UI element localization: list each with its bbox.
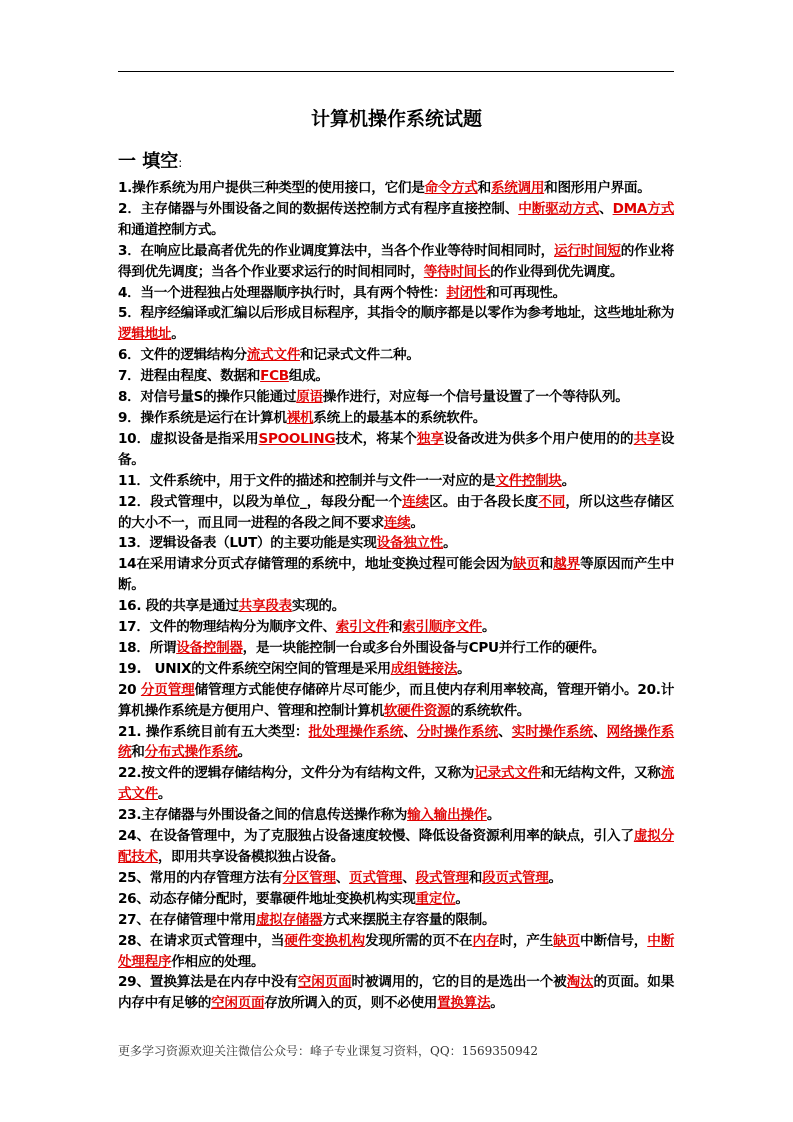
- answer-text: 分时操作系统: [416, 723, 499, 740]
- question-item: [118, 826, 674, 868]
- question-text: 18．所谓: [118, 639, 177, 656]
- question-text: 12．段式管理中，以段为单位_，每段分配一个: [118, 493, 403, 510]
- section-colon: :: [178, 156, 183, 170]
- question-item: [118, 680, 674, 722]
- question-item: [118, 241, 674, 283]
- question-text: 和无结构文件，又称: [540, 765, 661, 782]
- answer-text: FCB: [260, 368, 289, 385]
- question-text: 和: [388, 619, 403, 636]
- question-item: [118, 345, 674, 366]
- question-text: 。: [561, 472, 576, 489]
- answer-text: 硬件变换机构: [284, 932, 365, 949]
- question-text: 5．程序经编译或汇编以后形成目标程序，其指令的顺序都是以零作为参考地址，这些地址称为: [118, 305, 674, 322]
- question-text: 等原因而产生中断。: [118, 556, 675, 594]
- question-item: [118, 868, 674, 889]
- question-item: [118, 763, 674, 805]
- question-text: 25、常用的内存管理方法有: [118, 869, 283, 886]
- question-text: 14在采用请求分页式存储管理的系统中，地址变换过程可能会因为: [118, 556, 513, 573]
- question-text: 系统上的最基本的系统软件。: [313, 409, 487, 426]
- question-text: 实现的。: [291, 598, 346, 615]
- question-item: [118, 199, 674, 241]
- question-item: [118, 178, 674, 199]
- question-text: 10．虚拟设备是指采用: [118, 430, 259, 447]
- question-text: 的页面。如果内存中有足够的: [118, 974, 674, 1012]
- question-text: 26、动态存储分配时，要靠硬件地址变换机构实现: [118, 890, 416, 907]
- question-text: 设备。: [118, 430, 674, 468]
- question-text: 和图形用户界面。: [544, 180, 651, 196]
- answer-text: 分页管理: [140, 681, 195, 698]
- answer-text: 记录式文件: [474, 765, 541, 782]
- question-text: 。: [457, 660, 471, 677]
- answer-text: 页式管理: [349, 869, 403, 886]
- answer-text: 越界: [553, 556, 581, 573]
- question-text: 。: [455, 890, 469, 907]
- question-text: 。: [490, 995, 504, 1012]
- question-text: 27、在存储管理中常用: [118, 911, 256, 928]
- answer-text: 独享: [416, 430, 444, 447]
- answer-text: 中断驱动方式: [518, 200, 600, 217]
- question-list: [118, 178, 674, 1014]
- question-item: [118, 283, 674, 304]
- answer-text: 空闲页面: [297, 974, 352, 991]
- answer-text: 设备控制器: [176, 639, 243, 656]
- question-text: 存放所调入的页，则不必使用: [264, 995, 438, 1012]
- question-item: [118, 659, 674, 680]
- question-item: [118, 889, 674, 910]
- question-text: 7．进程由程度、数据和: [118, 368, 261, 385]
- answer-text: 段页式管理: [482, 869, 549, 886]
- question-item: [118, 303, 674, 345]
- answer-text: 批处理操作系统: [308, 723, 404, 740]
- question-text: 。: [548, 869, 562, 886]
- answer-text: 分布式操作系统: [144, 744, 238, 761]
- question-text: 技术，将某个: [335, 430, 417, 447]
- answer-text: 流式文件: [118, 765, 675, 803]
- question-text: 23.主存储器与外围设备之间的信息传送操作称为: [118, 807, 408, 824]
- answer-text: 连续: [383, 514, 411, 531]
- answer-text: 输入输出操作: [407, 807, 487, 824]
- answer-text: 置换算法: [437, 995, 491, 1012]
- answer-text: 设备独立性: [376, 535, 444, 552]
- answer-text: DMA方式: [612, 200, 674, 217]
- answer-text: 封闭性: [446, 284, 487, 301]
- question-item: [118, 471, 674, 492]
- question-text: 2．主存储器与外围设备之间的数据传送控制方式有程序直接控制、: [118, 200, 519, 217]
- answer-text: 命令方式: [424, 180, 478, 196]
- footer-note: 更多学习资源欢迎关注微信公众号：峰子专业课复习资料，QQ：1569350942: [118, 1044, 539, 1058]
- question-text: 和: [477, 180, 491, 196]
- question-text: 4．当一个进程独占处理器顺序执行时，具有两个特性：: [118, 284, 447, 301]
- answer-text: 连续: [402, 493, 430, 510]
- question-text: 设备改进为供多个用户使用的的: [443, 430, 634, 447]
- answer-text: 索引顺序文件: [402, 619, 482, 636]
- answer-text: 不同: [538, 493, 566, 510]
- answer-text: 原语: [296, 389, 323, 406]
- question-text: 和记录式文件二种。: [300, 347, 420, 364]
- section-label: 一 填空: [118, 151, 179, 172]
- question-text: 16. 段的共享是通过: [118, 598, 239, 615]
- answer-text: 软硬件资源: [383, 702, 451, 719]
- answer-text: 虚拟分配技术: [118, 828, 674, 865]
- question-text: 、: [599, 200, 613, 217]
- question-text: 11．文件系统中，用于文件的描述和控制并与文件一一对应的是: [118, 472, 496, 489]
- question-text: ，所以这些存储区的大小不一，而且同一进程的各段之间不要求: [118, 493, 674, 531]
- question-item: [118, 387, 674, 408]
- question-item: [118, 596, 674, 617]
- answer-text: 虚拟存储器: [255, 911, 323, 928]
- question-item: [118, 554, 674, 596]
- question-text: ，即用共享设备模拟独占设备。: [157, 849, 345, 865]
- answer-text: SPOOLING: [258, 430, 336, 447]
- answer-text: 运行时间短: [554, 242, 621, 259]
- question-text: 。: [157, 786, 172, 803]
- answer-text: 共享: [633, 430, 661, 447]
- question-text: 。: [410, 514, 424, 531]
- question-text: 6．文件的逻辑结构分: [118, 347, 247, 364]
- answer-text: 等待时间长: [423, 263, 491, 280]
- question-text: 22.按文件的逻辑存储结构分，文件分为有结构文件，又称为: [118, 765, 475, 782]
- question-text: 13．逻辑设备表（LUT）的主要功能是实现: [118, 535, 377, 552]
- question-text: 的作业得到优先调度。: [490, 263, 624, 280]
- question-text: 、: [593, 723, 607, 740]
- question-item: [118, 722, 674, 764]
- question-text: 和: [539, 556, 554, 573]
- answer-text: 共享段表: [238, 598, 292, 615]
- question-text: 21. 操作系统目前有五大类型：: [118, 723, 309, 740]
- question-text: 和: [131, 744, 145, 761]
- question-text: 24、在设备管理中，为了克服独占设备速度较慢、降低设备资源利用率的缺点，引入了: [118, 828, 634, 845]
- question-text: 20: [118, 681, 141, 698]
- question-text: 和通道控制方式。: [118, 221, 225, 238]
- section-heading: [118, 147, 182, 173]
- question-text: 时被调用的，它的目的是选出一个被: [351, 974, 567, 991]
- answer-text: 重定位: [415, 890, 456, 907]
- page-title: 计算机操作系统试题: [310, 108, 482, 130]
- question-text: 区。由于各段长度: [429, 493, 539, 510]
- answer-text: 逻辑地址: [118, 326, 172, 343]
- question-text: 3．在响应比最高者优先的作业调度算法中，当各个作业等待时间相同时，: [118, 242, 554, 259]
- question-text: 。: [481, 619, 496, 636]
- question-text: 19. UNIX的文件系统空闲空间的管理是采用: [118, 660, 391, 677]
- answer-text: 系统调用: [490, 180, 545, 196]
- question-text: 。: [171, 326, 185, 343]
- question-text: 9．操作系统是运行在计算机: [118, 409, 287, 426]
- question-text: 。: [237, 744, 251, 761]
- answer-text: 内存: [472, 932, 500, 949]
- question-item: [118, 429, 674, 471]
- question-item: [118, 972, 674, 1014]
- question-text: 的系统软件。: [450, 702, 531, 719]
- answer-text: 中断处理程序: [118, 932, 674, 970]
- question-text: 的作业将得到优先调度；当各个作业要求运行的时间相同时，: [118, 242, 674, 280]
- answer-text: 空闲页面: [211, 995, 265, 1012]
- question-item: [118, 910, 674, 931]
- question-text: ，是一块能控制一台或多台外围设备与CPU并行工作的硬件。: [242, 639, 606, 656]
- question-text: 29、置换算法是在内存中没有: [118, 974, 298, 991]
- answer-text: 缺页: [512, 556, 540, 573]
- header-rule: [118, 71, 674, 72]
- question-text: 中断信号，: [580, 932, 648, 949]
- question-text: 1.操作系统为用户提供三种类型的使用接口，它们是: [118, 180, 425, 196]
- answer-text: 网络操作系统: [118, 723, 675, 761]
- question-text: 方式来摆脱主存容量的限制。: [322, 911, 496, 928]
- question-text: 。: [443, 535, 457, 552]
- question-item: [118, 533, 674, 554]
- answer-text: 缺页: [553, 932, 581, 949]
- question-text: 。: [486, 807, 501, 824]
- question-text: 、: [335, 869, 350, 886]
- question-text: 和可再现性。: [486, 284, 566, 301]
- question-text: 组成。: [288, 368, 329, 385]
- answer-text: 流式文件: [246, 347, 300, 364]
- question-text: 28、在请求页式管理中，当: [118, 932, 285, 949]
- question-item: [118, 617, 674, 638]
- answer-text: 淘汰: [566, 974, 594, 991]
- answer-text: 文件控制块: [495, 472, 562, 489]
- question-item: [118, 805, 674, 826]
- question-text: 时，产生: [499, 932, 554, 949]
- question-text: 作相应的处理。: [171, 953, 265, 970]
- answer-text: 实时操作系统: [511, 723, 594, 740]
- question-item: [118, 492, 674, 534]
- answer-text: 索引文件: [335, 619, 389, 636]
- answer-text: 成组链接法: [390, 660, 458, 677]
- question-item: [118, 366, 674, 387]
- answer-text: 裸机: [286, 409, 314, 426]
- question-text: 、: [402, 869, 416, 886]
- question-text: 、: [498, 723, 512, 740]
- question-text: 、: [403, 723, 417, 740]
- question-text: 8．对信号量S的操作只能通过: [118, 389, 297, 406]
- question-text: 和: [468, 869, 483, 886]
- question-text: 储管理方式能使存储碎片尽可能少，而且使内存利用率较高，管理开销小。20.计算机操作系统是方便用户、管理和控制计算机: [118, 681, 675, 719]
- question-item: [118, 408, 674, 429]
- question-text: 17．文件的物理结构分为顺序文件、: [118, 619, 336, 636]
- question-item: [118, 931, 674, 973]
- question-text: 发现所需的页不在: [364, 932, 473, 949]
- question-item: [118, 638, 674, 659]
- question-text: 操作进行，对应每一个信号量设置了一个等待队列。: [322, 389, 629, 406]
- answer-text: 分区管理: [282, 869, 336, 886]
- answer-text: 段式管理: [415, 869, 469, 886]
